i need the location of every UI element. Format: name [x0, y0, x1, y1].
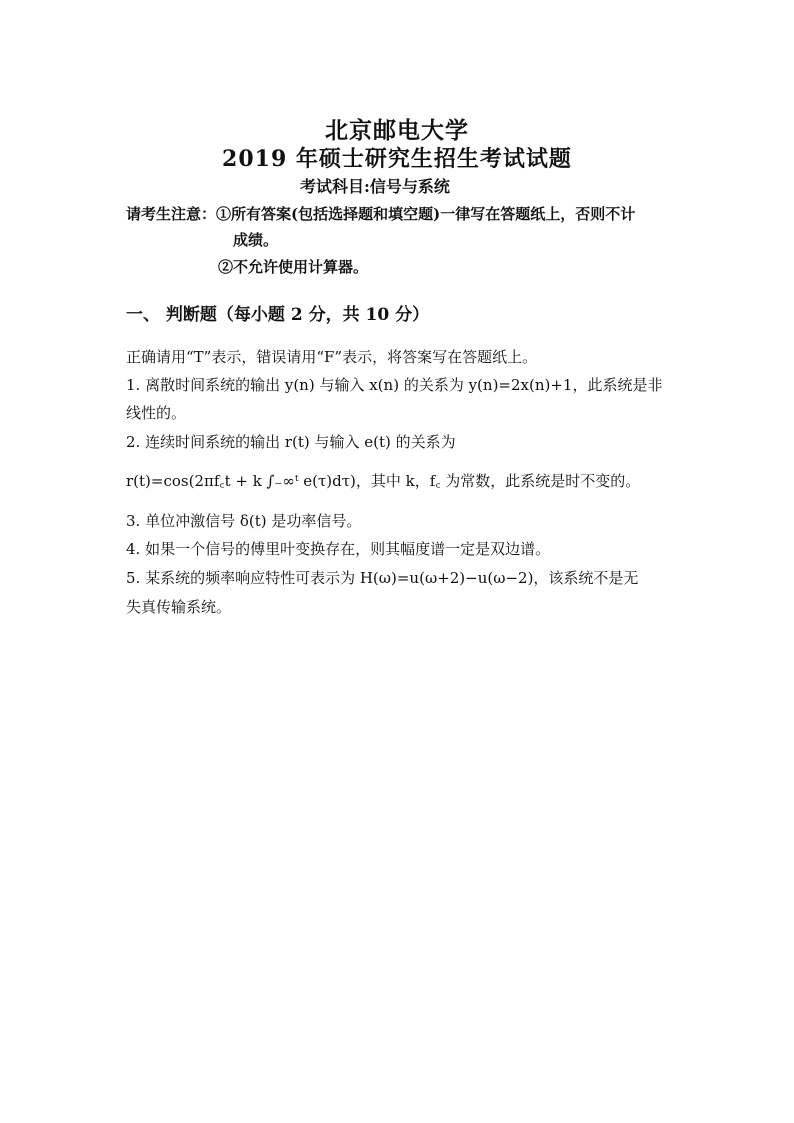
- exam-subject: 考试科目:信号与系统: [300, 177, 450, 196]
- notice-line-2: 成绩。: [233, 231, 279, 249]
- notice-line-1: 请考生注意：①所有答案(包括选择题和填空题)一律写在答题纸上，否则不计: [126, 205, 636, 223]
- question-2-line-2: r(t)=cos(2πf꜀t + k ∫₋∞ᵗ e(τ)dτ)，其中 k，f꜀ 为常数，此系统是时不变的。: [126, 472, 641, 490]
- question-2-line-1: 2. 连续时间系统的输出 r(t) 与输入 e(t) 的关系为: [126, 433, 456, 451]
- exam-title: 2019 年硕士研究生招生考试试题: [222, 146, 572, 172]
- question-4: 4. 如果一个信号的傅里叶变换存在，则其幅度谱一定是双边谱。: [126, 540, 551, 558]
- question-1-line-1: 1. 离散时间系统的输出 y(n) 与输入 x(n) 的关系为 y(n)=2x(n)+1，此系统是非: [126, 376, 663, 394]
- university-name: 北京邮电大学: [325, 117, 469, 144]
- question-3: 3. 单位冲激信号 δ(t) 是功率信号。: [126, 512, 362, 530]
- question-5-line-2: 失真传输系统。: [126, 598, 232, 616]
- section-heading: 一、 判断题（每小题 2 分，共 10 分）: [126, 305, 430, 325]
- question-1-line-2: 线性的。: [126, 404, 187, 422]
- question-5-line-1: 5. 某系统的频率响应特性可表示为 H(ω)=u(ω+2)−u(ω−2)，该系统不是无: [126, 569, 639, 587]
- notice-line-3: ②不允许使用计算器。: [218, 258, 369, 276]
- section-instruction: 正确请用“T”表示，错误请用“F”表示，将答案写在答题纸上。: [126, 348, 538, 366]
